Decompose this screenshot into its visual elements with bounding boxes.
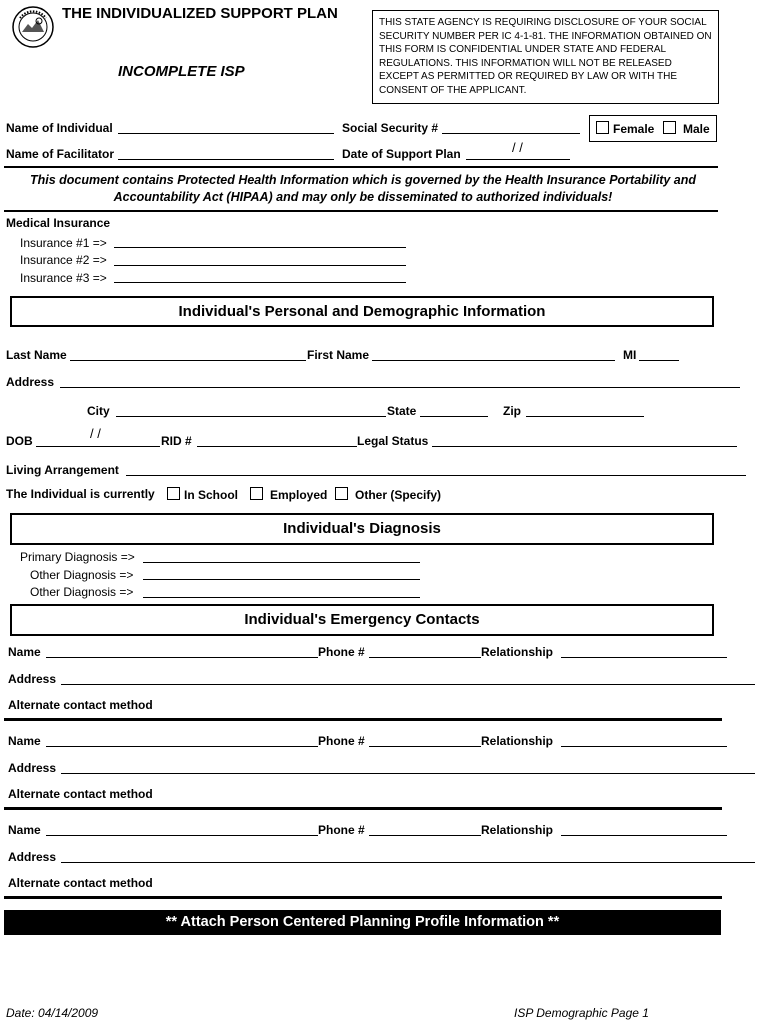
contact-1-phone-label: Phone # — [318, 645, 365, 659]
last-name-field[interactable] — [70, 360, 306, 361]
primary-diagnosis-field[interactable] — [143, 562, 420, 563]
ssn-label: Social Security # — [342, 121, 439, 135]
name-of-individual-label: Name of Individual — [6, 121, 113, 135]
employed-label: Employed — [270, 488, 328, 502]
legal-status-label: Legal Status — [357, 434, 429, 448]
emergency-contacts-heading: Individual's Emergency Contacts — [244, 611, 480, 628]
contact-3-relationship-field[interactable] — [561, 835, 727, 836]
other-diagnosis-2-label: Other Diagnosis => — [30, 585, 134, 599]
male-checkbox[interactable] — [663, 121, 676, 134]
other-diagnosis-2-field[interactable] — [143, 597, 420, 598]
last-name-label: Last Name — [6, 348, 67, 362]
medical-insurance-heading: Medical Insurance — [6, 216, 111, 230]
dob-label: DOB — [6, 434, 33, 448]
state-field[interactable] — [420, 416, 488, 417]
insurance-2-field[interactable] — [114, 265, 406, 266]
contact-3-divider — [4, 896, 722, 899]
city-field[interactable] — [116, 416, 386, 417]
first-name-label: First Name — [307, 348, 370, 362]
female-checkbox[interactable] — [596, 121, 609, 134]
contact-2-address-label: Address — [8, 761, 57, 775]
mi-field[interactable] — [639, 360, 679, 361]
ssn-field[interactable] — [442, 133, 580, 134]
insurance-3-field[interactable] — [114, 282, 406, 283]
contact-1-relationship-field[interactable] — [561, 657, 727, 658]
demographics-heading: Individual's Personal and Demographic Information — [178, 303, 546, 320]
footer-date: Date: 04/14/2009 — [6, 1006, 99, 1020]
contact-1-phone-field[interactable] — [369, 657, 481, 658]
rid-label: RID # — [161, 434, 192, 448]
disclosure-text: THIS STATE AGENCY IS REQUIRING DISCLOSURE OF YOUR SOCIAL SECURITY NUMBER PER IC 4-1-81. THE INFORMATION OBTAINED ON THIS FORM IS CONFIDENTIAL UNDER STATE AND FEDERAL REGULATIONS. THIS INFORMATION WILL NOT BE RELEASED EXCEPT AS PERMITTED OR REQUIRED BY LAW OR WITH THE CONSENT OF THE APPLICANT. — [379, 17, 712, 96]
contact-1-address-field[interactable] — [61, 684, 755, 685]
contact-3-phone-label: Phone # — [318, 823, 365, 837]
insurance-3-label: Insurance #3 => — [20, 271, 107, 285]
contact-3-phone-field[interactable] — [369, 835, 481, 836]
legal-status-field[interactable] — [432, 446, 737, 447]
address-field[interactable] — [60, 387, 740, 388]
living-arrangement-field[interactable] — [126, 475, 746, 476]
page-title: THE INDIVIDUALIZED SUPPORT PLAN — [62, 5, 338, 22]
contact-1-name-label: Name — [8, 645, 41, 659]
disclosure-box — [372, 10, 719, 104]
in-school-checkbox[interactable] — [167, 487, 180, 500]
divider-top — [4, 166, 718, 168]
employed-checkbox[interactable] — [250, 487, 263, 500]
contact-2-name-field[interactable] — [46, 746, 318, 747]
emergency-contacts-section-header — [10, 604, 714, 636]
hipaa-notice: This document contains Protected Health Information which is governed by the Health Insurance Portability and Accountability Act (HIPAA) and may only be disseminated to authorized individuals! — [29, 173, 697, 204]
contact-3-address-field[interactable] — [61, 862, 755, 863]
female-label: Female — [613, 122, 655, 136]
contact-3-alternate-label: Alternate contact method — [8, 876, 153, 890]
demographics-section-header — [10, 296, 714, 327]
zip-field[interactable] — [526, 416, 644, 417]
zip-label: Zip — [503, 404, 521, 418]
male-label: Male — [683, 122, 710, 136]
contact-3-name-field[interactable] — [46, 835, 318, 836]
living-arrangement-label: Living Arrangement — [6, 463, 119, 477]
currently-label: The Individual is currently — [6, 487, 155, 501]
contact-3-relationship-label: Relationship — [481, 823, 554, 837]
diagnosis-section-header — [10, 513, 714, 545]
dob-field[interactable] — [36, 446, 160, 447]
other-diagnosis-1-label: Other Diagnosis => — [30, 568, 134, 582]
insurance-1-label: Insurance #1 => — [20, 236, 107, 250]
divider-hipaa — [4, 210, 718, 212]
state-label: State — [387, 404, 417, 418]
contact-3-name-label: Name — [8, 823, 41, 837]
contact-2-address-field[interactable] — [61, 773, 755, 774]
name-of-individual-field[interactable] — [118, 133, 334, 134]
city-label: City — [87, 404, 110, 418]
contact-3-address-label: Address — [8, 850, 57, 864]
attach-profile-text: ** Attach Person Centered Planning Profile Information ** — [165, 914, 560, 930]
in-school-label: In School — [184, 488, 238, 502]
state-seal-icon — [12, 6, 54, 48]
primary-diagnosis-label: Primary Diagnosis => — [20, 550, 135, 564]
footer-page: ISP Demographic Page 1 — [514, 1006, 649, 1020]
address-label: Address — [6, 375, 55, 389]
diagnosis-heading: Individual's Diagnosis — [283, 520, 441, 537]
contact-2-alternate-label: Alternate contact method — [8, 787, 153, 801]
mi-label: MI — [623, 348, 637, 362]
name-of-facilitator-field[interactable] — [118, 159, 334, 160]
date-slashes: / / — [512, 140, 523, 155]
rid-field[interactable] — [197, 446, 357, 447]
contact-2-relationship-field[interactable] — [561, 746, 727, 747]
date-of-support-plan-field[interactable] — [466, 159, 570, 160]
insurance-2-label: Insurance #2 => — [20, 253, 107, 267]
other-label: Other (Specify) — [355, 488, 442, 502]
insurance-1-field[interactable] — [114, 247, 406, 248]
other-diagnosis-1-field[interactable] — [143, 579, 420, 580]
dob-slashes: / / — [90, 426, 101, 441]
date-of-support-plan-label: Date of Support Plan — [342, 147, 461, 161]
contact-2-divider — [4, 807, 722, 810]
contact-1-relationship-label: Relationship — [481, 645, 554, 659]
attach-profile-banner — [4, 910, 721, 935]
contact-2-relationship-label: Relationship — [481, 734, 554, 748]
contact-1-alternate-label: Alternate contact method — [8, 698, 153, 712]
contact-1-name-field[interactable] — [46, 657, 318, 658]
incomplete-isp-label: INCOMPLETE ISP — [118, 63, 245, 80]
contact-2-name-label: Name — [8, 734, 41, 748]
contact-2-phone-field[interactable] — [369, 746, 481, 747]
other-checkbox[interactable] — [335, 487, 348, 500]
name-of-facilitator-label: Name of Facilitator — [6, 147, 115, 161]
contact-1-address-label: Address — [8, 672, 57, 686]
first-name-field[interactable] — [372, 360, 615, 361]
contact-1-divider — [4, 718, 722, 721]
contact-2-phone-label: Phone # — [318, 734, 365, 748]
